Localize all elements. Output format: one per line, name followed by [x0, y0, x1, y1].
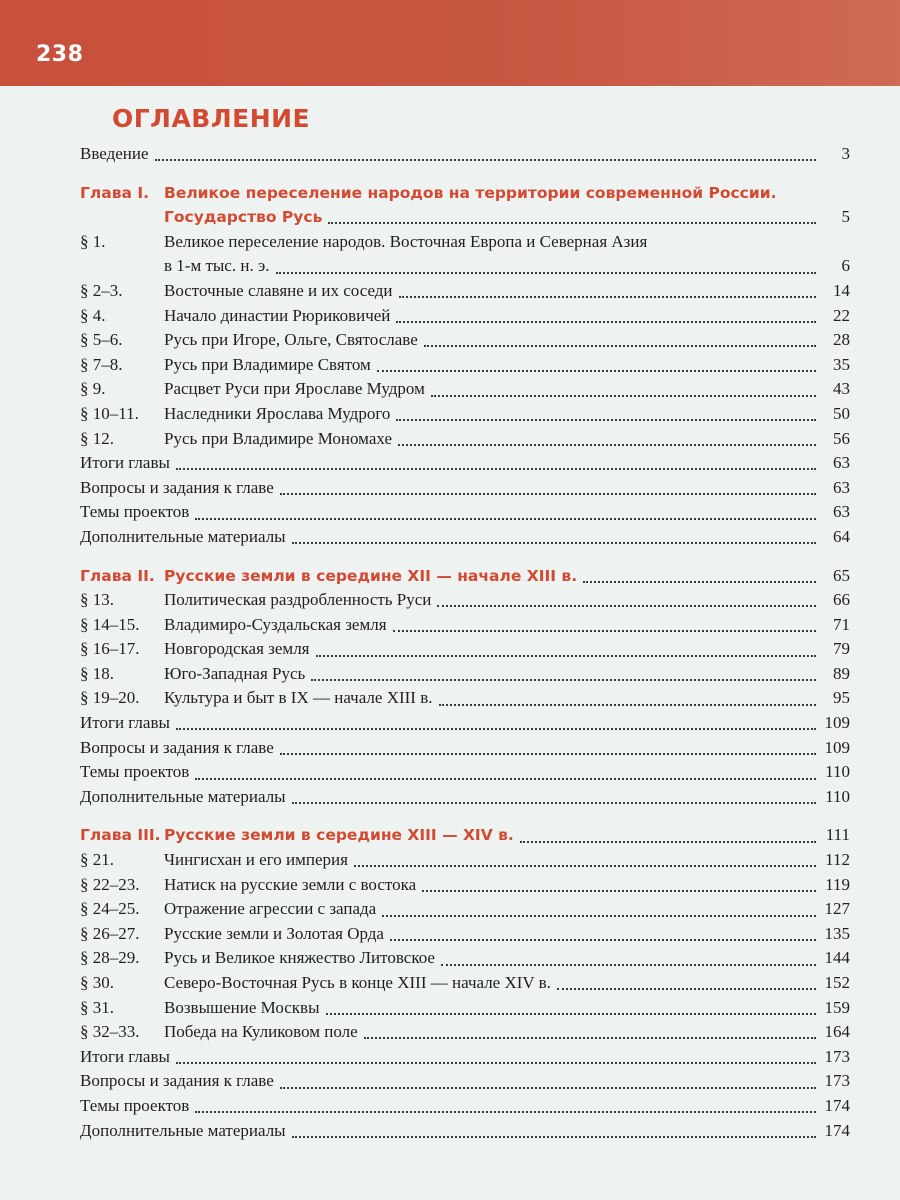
toc-section[interactable]	[80, 922, 850, 947]
extra-title: Вопросы и задания к главе	[80, 737, 274, 757]
section-number: § 9.	[80, 379, 106, 399]
extra-page: 174	[824, 1095, 850, 1115]
section-title: Расцвет Руси при Ярославе Мудром	[164, 379, 425, 399]
toc-section[interactable]	[80, 230, 850, 255]
section-title: Владимиро-Суздальская земля	[164, 614, 387, 634]
section-number: § 2–3.	[80, 280, 123, 300]
chapter-label: Глава II.	[80, 566, 155, 585]
section-title: в 1-м тыс. н. э.	[164, 256, 270, 276]
dot-leader	[328, 222, 816, 224]
extra-page: 63	[833, 477, 850, 497]
toc-extra[interactable]	[80, 736, 850, 761]
extra-title: Итоги главы	[80, 453, 170, 473]
toc-section[interactable]	[80, 946, 850, 971]
toc-entry-page: 3	[841, 144, 850, 163]
chapter-page: 111	[825, 825, 850, 845]
toc-section[interactable]	[80, 996, 850, 1021]
section-number: § 21.	[80, 850, 114, 870]
section-page: 89	[833, 663, 850, 683]
section-page: 119	[825, 874, 850, 894]
extra-page: 110	[825, 762, 850, 782]
section-number: § 10–11.	[80, 403, 139, 423]
toc-section-continued[interactable]	[80, 254, 850, 279]
section-title: Отражение агрессии с запада	[164, 899, 377, 919]
toc-section[interactable]	[80, 686, 850, 711]
section-number: § 4.	[80, 305, 106, 325]
dot-leader	[390, 939, 816, 941]
chapter-title-line1: Русские земли в середине XIII — XIV в.	[164, 826, 514, 845]
dot-leader	[176, 468, 816, 470]
section-page: 22	[833, 305, 850, 325]
extra-title: Вопросы и задания к главе	[80, 1071, 274, 1091]
section-title: Русские земли и Золотая Орда	[164, 923, 384, 943]
section-page: 135	[824, 923, 850, 943]
section-number: § 12.	[80, 428, 114, 448]
extra-title: Вопросы и задания к главе	[80, 477, 274, 497]
section-title: Русь при Владимире Мономахе	[164, 428, 392, 448]
section-title: Новгородская земля	[164, 639, 310, 659]
section-number: § 14–15.	[80, 614, 140, 634]
toc-section[interactable]	[80, 353, 850, 378]
section-number: § 16–17.	[80, 639, 140, 659]
section-number: § 31.	[80, 997, 114, 1017]
extra-page: 173	[824, 1071, 850, 1091]
dot-leader	[396, 419, 816, 421]
chapter-title-line1: Великое переселение народов на территории современной России.	[164, 183, 777, 202]
dot-leader	[382, 915, 816, 917]
section-page: 164	[824, 1022, 850, 1042]
section-page: 127	[824, 899, 850, 919]
section-title: Победа на Куликовом поле	[164, 1022, 358, 1042]
section-number: § 30.	[80, 973, 114, 992]
dot-leader	[195, 518, 816, 520]
toc-section[interactable]	[80, 1020, 850, 1045]
dot-leader	[431, 395, 816, 397]
toc-extra[interactable]	[80, 476, 850, 501]
dot-leader	[176, 728, 816, 730]
dot-leader	[422, 890, 816, 892]
toc-extra[interactable]	[80, 500, 850, 525]
section-title: Чингисхан и его империя	[164, 850, 348, 870]
dot-leader	[439, 704, 817, 706]
extra-page: 174	[824, 1120, 850, 1140]
toc-extra[interactable]	[80, 1069, 850, 1094]
section-number: § 19–20.	[80, 688, 140, 708]
chapter-heading[interactable]	[80, 564, 850, 589]
section-number: § 32–33.	[80, 1022, 140, 1042]
chapter-label: Глава I.	[80, 183, 150, 202]
section-number: § 13.	[80, 590, 114, 610]
dot-leader	[393, 630, 816, 632]
toc-extra[interactable]	[80, 760, 850, 785]
toc-section[interactable]	[80, 897, 850, 922]
section-title: Политическая раздробленность Руси	[164, 590, 432, 610]
section-page: 14	[833, 280, 850, 300]
section-title: Культура и быт в IX — начале XIII в.	[164, 688, 433, 708]
extra-title: Темы проектов	[80, 762, 190, 782]
section-title: Восточные славяне и их соседи	[164, 280, 393, 300]
toc-extra[interactable]	[80, 1119, 850, 1144]
section-title: Русь и Великое княжество Литовское	[164, 948, 435, 968]
section-page: 112	[825, 850, 850, 870]
header-band	[0, 0, 900, 86]
toc-entry-title: Введение	[80, 144, 149, 163]
dot-leader	[557, 988, 816, 990]
section-title: Северо-Восточная Русь в конце XIII — начале XIV в.	[164, 973, 551, 992]
page-title: ОГЛАВЛЕНИЕ	[112, 104, 311, 133]
section-number: § 18.	[80, 663, 114, 683]
toc-extra[interactable]	[80, 1094, 850, 1119]
toc-extra[interactable]	[80, 711, 850, 736]
dot-leader	[311, 679, 816, 681]
dot-leader	[398, 444, 816, 446]
table-of-contents	[80, 142, 850, 1143]
section-title: Наследники Ярослава Мудрого	[164, 403, 391, 423]
extra-title: Итоги главы	[80, 1046, 170, 1066]
dot-leader	[280, 1087, 816, 1089]
section-title: Русь при Владимире Святом	[164, 354, 371, 374]
extra-title: Темы проектов	[80, 1095, 190, 1115]
toc-section[interactable]	[80, 848, 850, 873]
section-title: Начало династии Рюриковичей	[164, 305, 391, 325]
dot-leader	[292, 802, 816, 804]
section-page: 66	[833, 590, 850, 610]
section-page: 79	[833, 639, 850, 659]
toc-section[interactable]	[80, 637, 850, 662]
toc-extra[interactable]	[80, 1045, 850, 1070]
section-page: 35	[833, 354, 850, 374]
dot-leader	[396, 321, 816, 323]
chapter-title-line1: Русские земли в середине XII — начале XIII в.	[164, 566, 578, 585]
extra-page: 109	[824, 737, 850, 757]
toc-section[interactable]	[80, 662, 850, 687]
chapter-heading-continued[interactable]	[80, 205, 850, 230]
extra-page: 63	[833, 502, 850, 522]
dot-leader	[437, 605, 816, 607]
extra-title: Темы проектов	[80, 502, 190, 522]
extra-page: 109	[824, 713, 850, 733]
toc-section[interactable]	[80, 873, 850, 898]
dot-leader	[280, 493, 816, 495]
toc-section[interactable]	[80, 971, 850, 996]
section-page: 6	[841, 256, 850, 276]
section-number: § 5–6.	[80, 330, 123, 350]
section-page: 43	[833, 379, 850, 399]
section-page: 50	[833, 403, 850, 423]
section-number: § 1.	[80, 231, 106, 251]
dot-leader	[399, 296, 816, 298]
extra-title: Дополнительные материалы	[80, 526, 286, 546]
dot-leader	[424, 345, 816, 347]
dot-leader	[520, 841, 816, 843]
chapter-label: Глава III.	[80, 826, 161, 845]
toc-entry-intro[interactable]	[80, 142, 850, 167]
extra-page: 110	[825, 786, 850, 806]
section-number: § 28–29.	[80, 948, 140, 968]
section-title: Натиск на русские земли с востока	[164, 874, 417, 894]
section-page: 28	[833, 330, 850, 350]
chapter-heading[interactable]	[80, 181, 850, 206]
toc-section[interactable]	[80, 304, 850, 329]
chapter-title-line2: Государство Русь	[164, 208, 323, 227]
toc-section[interactable]	[80, 588, 850, 613]
dot-leader	[195, 778, 816, 780]
extra-page: 64	[833, 526, 850, 546]
extra-title: Дополнительные материалы	[80, 786, 286, 806]
dot-leader	[377, 370, 816, 372]
toc-section[interactable]	[80, 328, 850, 353]
section-page: 95	[833, 688, 850, 708]
dot-leader	[354, 865, 816, 867]
dot-leader	[276, 272, 817, 274]
chapter-heading[interactable]	[80, 823, 850, 848]
dot-leader	[326, 1013, 817, 1015]
extra-page: 173	[824, 1046, 850, 1066]
section-page: 144	[824, 948, 850, 968]
dot-leader	[292, 542, 816, 544]
section-title: Возвышение Москвы	[164, 997, 320, 1017]
extra-page: 63	[833, 453, 850, 473]
section-title: Русь при Игоре, Ольге, Святославе	[164, 330, 418, 350]
dot-leader	[176, 1062, 816, 1064]
toc-extra[interactable]	[80, 451, 850, 476]
dot-leader	[441, 964, 816, 966]
dot-leader	[364, 1037, 816, 1039]
toc-section[interactable]	[80, 427, 850, 452]
section-page: 56	[833, 428, 850, 448]
section-number: § 26–27.	[80, 923, 140, 943]
section-page: 71	[833, 614, 850, 634]
section-title: Юго-Западная Русь	[164, 663, 306, 683]
section-title-line1: Великое переселение народов. Восточная Европа и Северная Азия	[164, 231, 648, 251]
dot-leader	[280, 753, 816, 755]
toc-section[interactable]	[80, 377, 850, 402]
toc-section[interactable]	[80, 279, 850, 304]
page-number: 238	[36, 42, 84, 67]
chapter-page: 5	[841, 207, 850, 227]
dot-leader	[195, 1111, 816, 1113]
toc-extra[interactable]	[80, 525, 850, 550]
toc-section[interactable]	[80, 402, 850, 427]
dot-leader	[583, 581, 816, 583]
dot-leader	[155, 159, 816, 161]
toc-section[interactable]	[80, 613, 850, 638]
toc-extra[interactable]	[80, 785, 850, 810]
dot-leader	[316, 655, 817, 657]
extra-title: Итоги главы	[80, 713, 170, 733]
dot-leader	[292, 1136, 816, 1138]
section-page: 152	[824, 973, 850, 992]
section-number: § 24–25.	[80, 899, 140, 919]
extra-title: Дополнительные материалы	[80, 1120, 286, 1140]
section-number: § 22–23.	[80, 874, 140, 894]
chapter-page: 65	[833, 565, 850, 585]
section-number: § 7–8.	[80, 354, 123, 374]
section-page: 159	[824, 997, 850, 1017]
